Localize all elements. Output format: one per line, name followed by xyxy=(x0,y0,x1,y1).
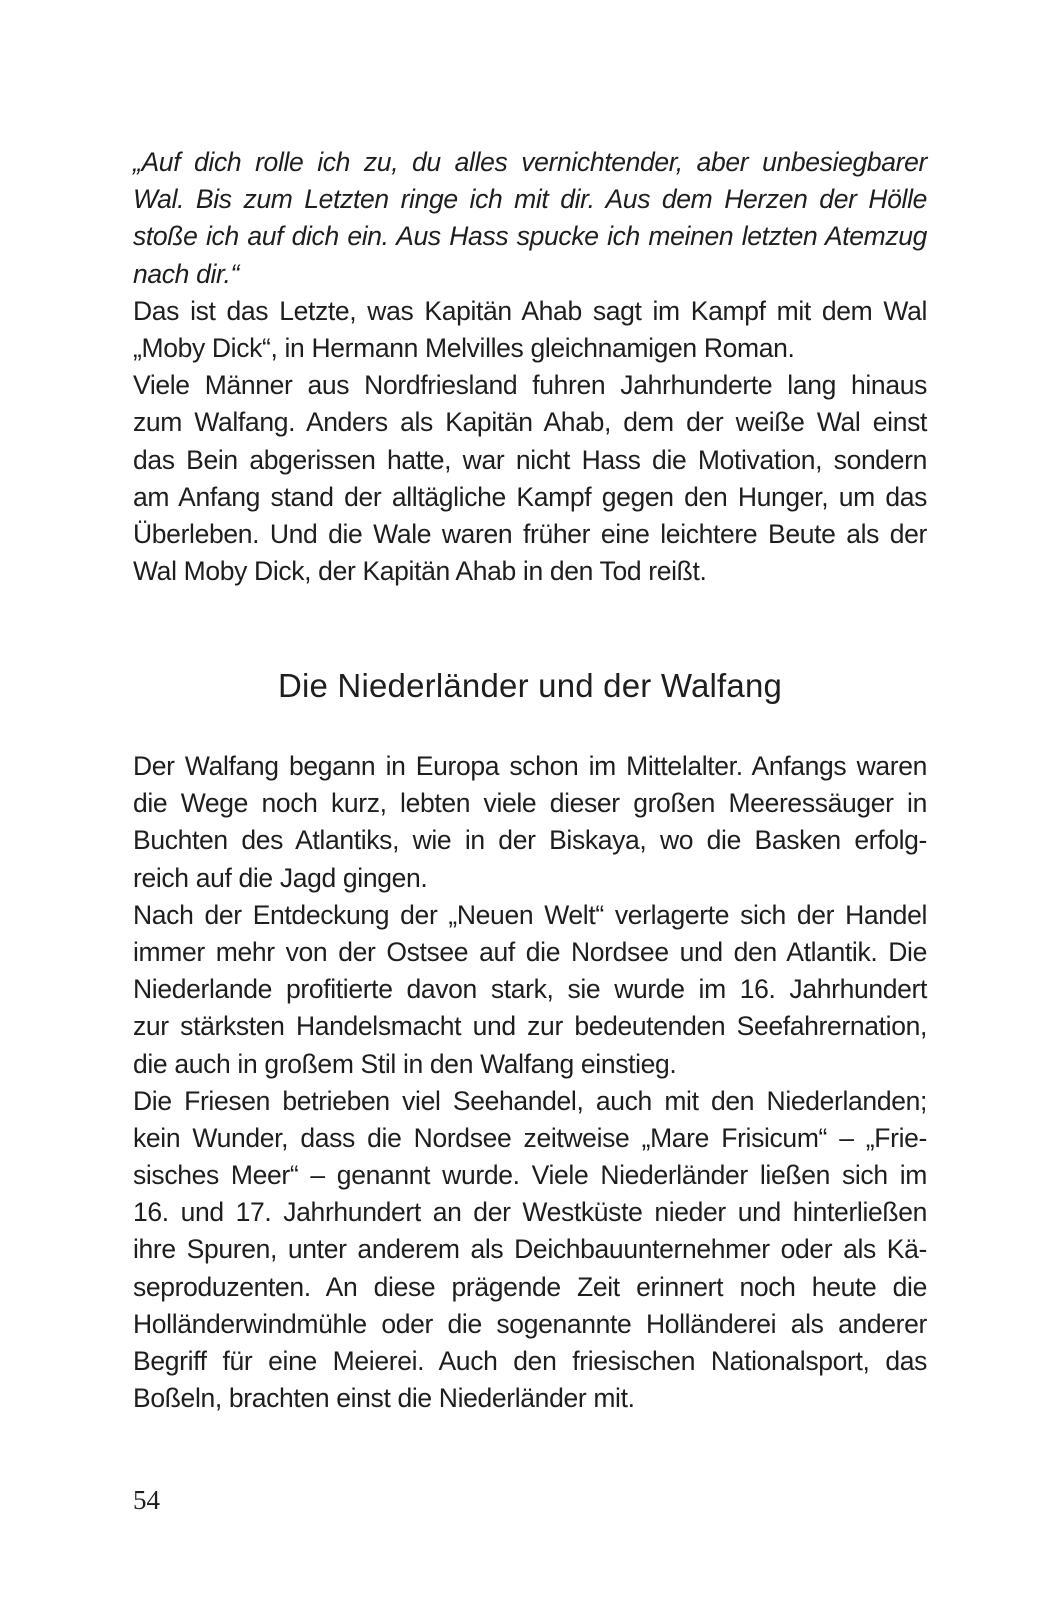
section-text-block xyxy=(133,748,927,1417)
quote-line: nach dir.“ xyxy=(133,258,239,289)
section-line: Die Friesen betrieben viel Seehandel, auch mit den Niederlanden; xyxy=(133,1085,927,1116)
section-line: Nach der Entdeckung der „Neuen Welt“ verlagerte sich der Handel xyxy=(133,899,927,930)
quote-line: stoße ich auf dich ein. Aus Hass spucke ich meinen letzten Atemzug xyxy=(133,221,927,252)
section-line: ihre Spuren, unter anderem als Deichbauunternehmer oder als Kä- xyxy=(133,1234,927,1265)
section-heading: Die Niederländer und der Walfang xyxy=(277,667,783,704)
section-line: Holländerwindmühle oder die sogenannte Holländerei als anderer xyxy=(133,1308,927,1339)
section-line: sisches Meer“ – genannt wurde. Viele Niederländer ließen sich im xyxy=(133,1160,927,1191)
intro-line: Das ist das Letzte, was Kapitän Ahab sagt im Kampf mit dem Wal xyxy=(133,295,927,326)
page-number: 54 xyxy=(133,1485,160,1515)
intro-line: „Moby Dick“, in Hermann Melvilles gleichnamigen Roman. xyxy=(133,332,795,363)
section-line: seproduzenten. An diese prägende Zeit erinnert noch heute die xyxy=(133,1271,927,1302)
section-line: Buchten des Atlantiks, wie in der Biskaya, wo die Basken erfolg- xyxy=(133,825,927,856)
intro-line: Viele Männer aus Nordfriesland fuhren Jahrhunderte lang hinaus xyxy=(133,370,927,401)
intro-paragraph xyxy=(133,293,927,591)
intro-line: am Anfang stand der alltägliche Kampf gegen den Hunger, um das xyxy=(133,481,927,512)
section-line: Niederlande profitierte davon stark, sie wurde im 16. Jahrhundert xyxy=(133,974,927,1005)
quote-line: „Auf dich rolle ich zu, du alles vernichtender, aber unbesiegbarer xyxy=(133,147,927,177)
quote-line: Wal. Bis zum Letzten ringe ich mit dir. Aus dem Herzen der Hölle xyxy=(133,184,927,215)
section-line: die auch in großem Stil in den Walfang einstieg. xyxy=(133,1048,677,1079)
section-line: zur stärksten Handelsmacht und zur bedeutenden Seefahrernation, xyxy=(133,1011,927,1042)
section-line: kein Wunder, dass die Nordsee zeitweise „Mare Frisicum“ – „Frie- xyxy=(133,1122,927,1153)
section-line: die Wege noch kurz, lebten viele dieser großen Meeressäuger in xyxy=(133,788,927,819)
section-line: Boßeln, brachten einst die Niederländer mit. xyxy=(133,1383,635,1414)
section-line: Der Walfang begann in Europa schon im Mittelalter. Anfangs waren xyxy=(133,751,927,781)
section-line: immer mehr von der Ostsee auf die Nordsee und den Atlantik. Die xyxy=(133,936,927,967)
section-line: Begriff für eine Meierei. Auch den friesischen Nationalsport, das xyxy=(133,1346,927,1376)
intro-line: Überleben. Und die Wale waren früher eine leichtere Beute als der xyxy=(133,518,927,549)
intro-line: Wal Moby Dick, der Kapitän Ahab in den Tod reißt. xyxy=(133,556,707,587)
section-line: reich auf die Jagd gingen. xyxy=(133,862,428,893)
section-line: 16. und 17. Jahrhundert an der Westküste nieder und hinterließen xyxy=(133,1197,927,1228)
intro-text-block xyxy=(133,144,927,590)
intro-line: zum Walfang. Anders als Kapitän Ahab, dem der weiße Wal einst xyxy=(133,407,927,438)
intro-line: das Bein abgerissen hatte, war nicht Hass die Motivation, sondern xyxy=(133,444,927,475)
quote-paragraph xyxy=(133,144,927,293)
